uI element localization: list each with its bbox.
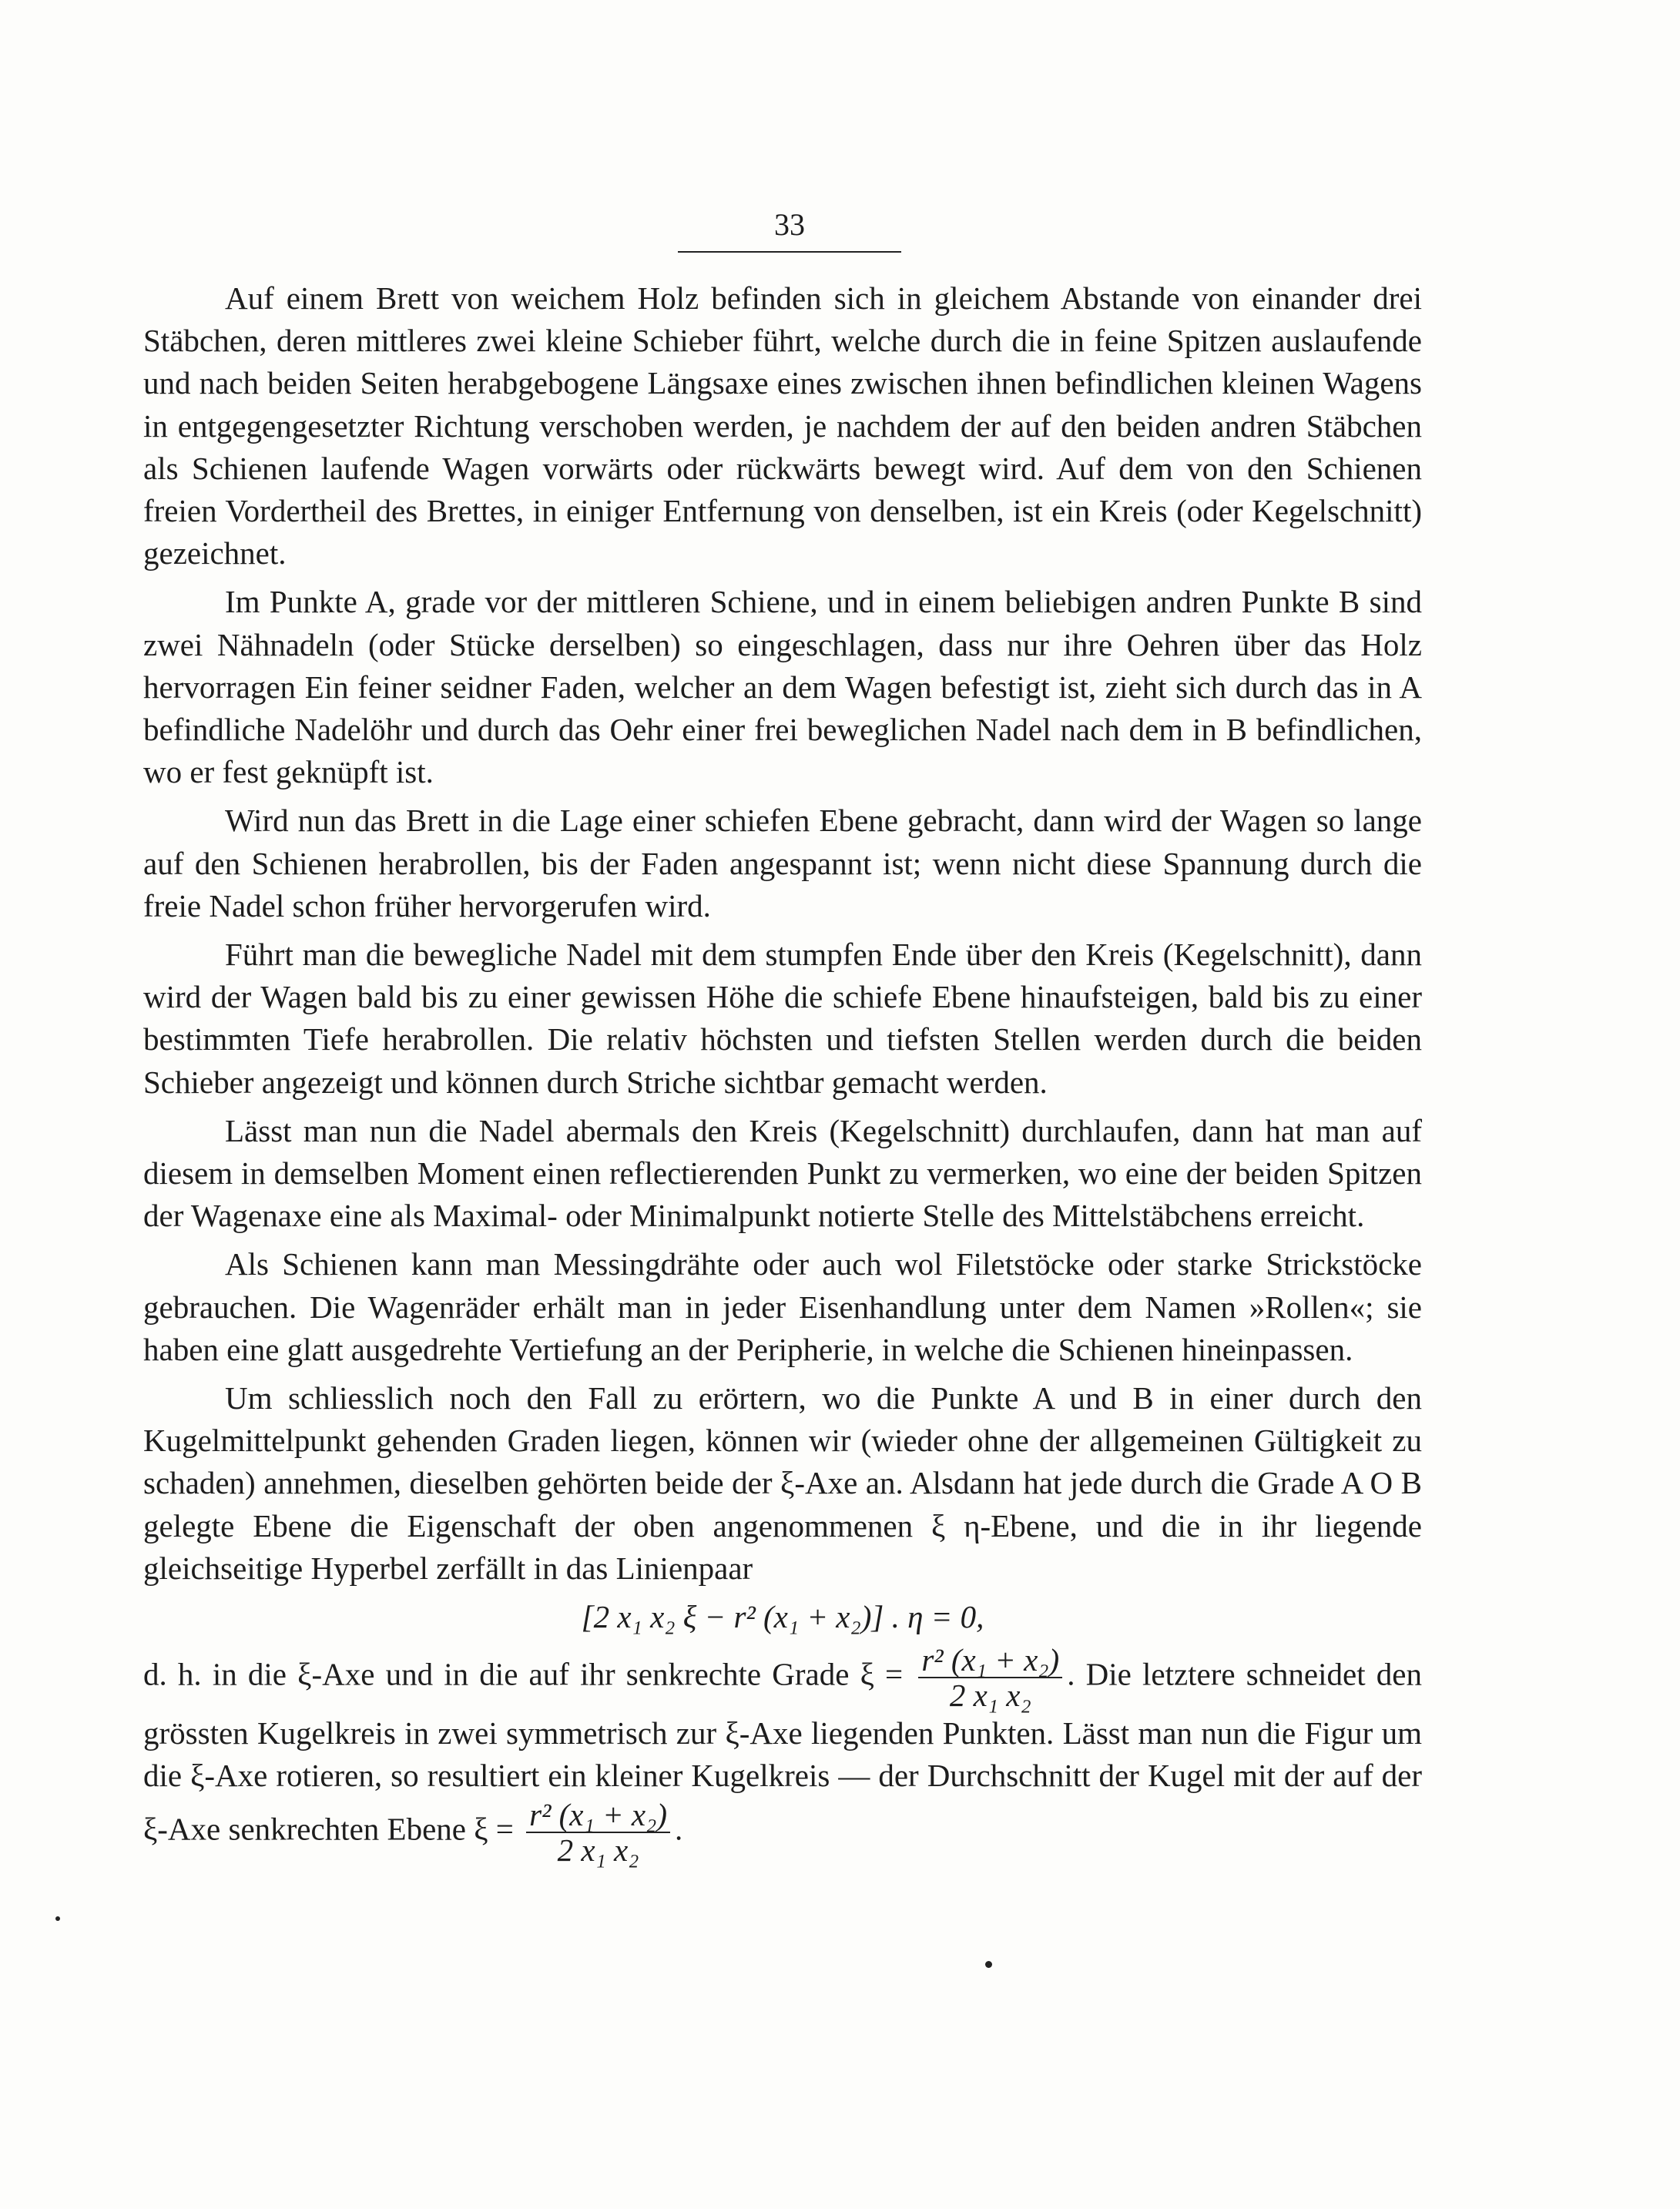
text-segment: d. h. in die ξ-Axe und in die auf ihr senkrechte Grade ξ = [143,1656,904,1692]
fraction-numerator: r² (x₁ + x₂) [526,1798,670,1833]
page-header [678,206,901,253]
ink-dot [55,1916,60,1921]
paragraph: Führt man die bewegliche Nadel mit dem stumpfen Ende über den Kreis (Kegelschnitt), dann wird der Wagen bald bis zu einer gewissen Höhe die schiefe Ebene hinaufsteigen, bald bis zu einer bestimmten Tiefe herabrollen. Die relativ höchsten und tiefsten Stellen werden durch die beiden Schieber angezeigt und können durch Striche sichtbar gemacht werden. [143,937,1422,1100]
fraction-numerator: r² (x₁ + x₂) [918,1643,1062,1678]
paragraph: Um schliesslich noch den Fall zu erörtern, wo die Punkte A und B in einer durch den Kugelmittelpunkt gehenden Graden liegen, können wir (wieder ohne der allgemeinen Gültigkeit zu schaden) annehmen, dieselben gehörten beide der ξ-Axe an. Alsdann hat jede durch die Grade A O B gelegte Ebene die Eigenschaft der oben angenommenen ξ η-Ebene, und die in ihr liegende gleichseitige Hyperbel zerfällt in das Linienpaar [143,1380,1422,1586]
paragraph: Auf einem Brett von weichem Holz befinden sich in gleichem Abstande von einander drei Stäbchen, deren mittleres zwei kleine Schieber führt, welche durch die in feine Spitzen auslaufende und nach beiden Seiten herabgebogene Längsaxe eines zwischen ihnen befindlichen kleinen Wagens in entgegengesetzter Richtung verschoben werden, je nachdem der auf den beiden andren Stäbchen als Schienen laufende Wagen vorwärts oder rückwärts bewegt wird. Auf dem von den Schienen freien Vordertheil des Brettes, in einiger Entfernung von denselben, ist ein Kreis (oder Kegelschnitt) gezeichnet. [143,280,1422,572]
text-segment: . Die letztere schneidet den grössten Kugelkreis in zwei symmetrisch zur ξ-Axe liegenden Punkten. Lässt man nun die Figur um die ξ-Axe rotieren, so resultiert ein kleiner Kugelkreis — der Durchschnitt der Kugel mit der auf der ξ-Axe senkrechten Ebene ξ = [143,1656,1422,1846]
paragraph: Lässt man nun die Nadel abermals den Kreis (Kegelschnitt) durchlaufen, dann hat man auf diesem in demselben Moment einen reflectierenden Punkt zu vermerken, wo eine der beiden Spitzen der Wagenaxe eine als Maximal- oder Minimalpunkt notierte Stelle des Mittelstäbchens erreicht. [143,1112,1422,1234]
text-segment: . [675,1810,683,1846]
header-rule [678,251,901,253]
page-number: 33 [774,207,805,242]
paragraph: Wird nun das Brett in die Lage einer schiefen Ebene gebracht, dann wird der Wagen so lange auf den Schienen herabrollen, bis der Faden angespannt ist; wenn nicht diese Spannung durch die freie Nadel schon früher hervorgerufen wird. [143,803,1422,923]
body-text [143,277,1422,1873]
fraction-denominator: 2 x₁ x₂ [949,1678,1031,1714]
paragraph: Im Punkte A, grade vor der mittleren Schiene, und in einem beliebigen andren Punkte B sind zwei Nähnadeln (oder Stücke derselben) so eingeschlagen, dass nur ihre Oehren über das Holz hervorragen Ein feiner seidner Faden, welcher an dem Wagen befestigt ist, zieht sich durch das in A befindliche Nadelöhr und durch das Oehr einer frei beweglichen Nadel nach dem in B befindlichen, wo er fest geknüpft ist. [143,584,1422,790]
fraction-formula [918,1643,1062,1712]
paragraph: Als Schienen kann man Messingdrähte oder auch wol Filetstöcke oder starke Strickstöcke gebrauchen. Die Wagenräder erhält man in jeder Eisenhandlung unter dem Namen »Rollen«; sie haben eine glatt ausgedrehte Vertiefung an der Peripherie, in welche die Schienen hineinpassen. [143,1246,1422,1367]
equation-line-pair: [2 x₁ x₂ ξ − r² (x₁ + x₂)] . η = 0, [581,1599,984,1635]
fraction-formula [526,1798,670,1867]
paragraph-closing [143,1643,1422,1866]
fraction-denominator: 2 x₁ x₂ [557,1832,639,1868]
ink-dot [985,1961,992,1968]
